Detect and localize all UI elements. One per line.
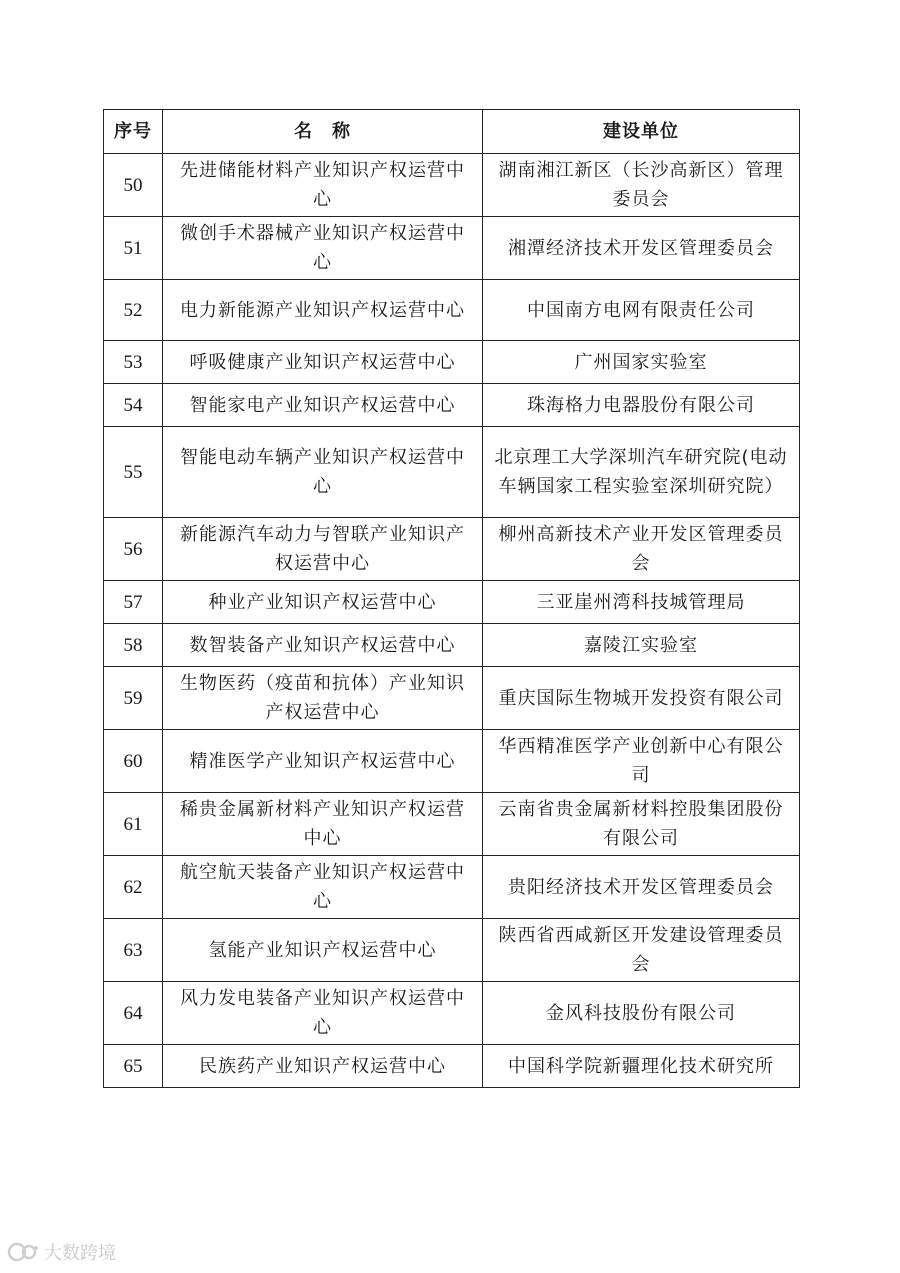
row-unit: 金风科技股份有限公司 (483, 982, 800, 1045)
row-seq: 50 (104, 154, 163, 217)
row-seq: 56 (104, 518, 163, 581)
row-seq: 63 (104, 919, 163, 982)
row-seq: 58 (104, 624, 163, 667)
table-row (104, 384, 800, 427)
table-row (104, 518, 800, 581)
table-row (104, 280, 800, 341)
row-name: 航空航天装备产业知识产权运营中心 (163, 856, 483, 919)
row-name: 电力新能源产业知识产权运营中心 (163, 280, 483, 341)
table-row (104, 341, 800, 384)
table-row (104, 1045, 800, 1088)
header-name: 名 称 (163, 110, 483, 154)
table-row (104, 919, 800, 982)
table-row (104, 793, 800, 856)
table-header-row (104, 110, 800, 154)
header-unit: 建设单位 (483, 110, 800, 154)
table-row (104, 730, 800, 793)
row-unit: 三亚崖州湾科技城管理局 (483, 581, 800, 624)
table-body (104, 154, 800, 1088)
row-seq: 51 (104, 217, 163, 280)
watermark-text: 大数跨境 (44, 1243, 116, 1264)
row-name: 新能源汽车动力与智联产业知识产权运营中心 (163, 518, 483, 581)
row-name: 民族药产业知识产权运营中心 (163, 1045, 483, 1088)
operation-center-table (103, 109, 800, 1088)
table-row (104, 856, 800, 919)
row-name: 稀贵金属新材料产业知识产权运营中心 (163, 793, 483, 856)
row-name: 智能家电产业知识产权运营中心 (163, 384, 483, 427)
row-name: 种业产业知识产权运营中心 (163, 581, 483, 624)
table-row (104, 154, 800, 217)
row-seq: 62 (104, 856, 163, 919)
row-name: 生物医药（疫苗和抗体）产业知识产权运营中心 (163, 667, 483, 730)
row-unit: 湖南湘江新区（长沙高新区）管理委员会 (483, 154, 800, 217)
row-seq: 64 (104, 982, 163, 1045)
row-name: 微创手术器械产业知识产权运营中心 (163, 217, 483, 280)
row-unit: 中国南方电网有限责任公司 (483, 280, 800, 341)
table-row (104, 217, 800, 280)
row-seq: 53 (104, 341, 163, 384)
row-name: 精准医学产业知识产权运营中心 (163, 730, 483, 793)
table-row (104, 667, 800, 730)
table-row (104, 982, 800, 1045)
row-unit: 广州国家实验室 (483, 341, 800, 384)
row-unit: 北京理工大学深圳汽车研究院(电动车辆国家工程实验室深圳研究院） (483, 427, 800, 518)
row-unit: 珠海格力电器股份有限公司 (483, 384, 800, 427)
row-unit: 陕西省西咸新区开发建设管理委员会 (483, 919, 800, 982)
row-name: 先进储能材料产业知识产权运营中心 (163, 154, 483, 217)
row-name: 呼吸健康产业知识产权运营中心 (163, 341, 483, 384)
table-row (104, 427, 800, 518)
header-seq: 序号 (104, 110, 163, 154)
row-name: 氢能产业知识产权运营中心 (163, 919, 483, 982)
row-seq: 59 (104, 667, 163, 730)
table-row (104, 624, 800, 667)
row-unit: 中国科学院新疆理化技术研究所 (483, 1045, 800, 1088)
row-unit: 湘潭经济技术开发区管理委员会 (483, 217, 800, 280)
row-unit: 柳州高新技术产业开发区管理委员会 (483, 518, 800, 581)
row-unit: 重庆国际生物城开发投资有限公司 (483, 667, 800, 730)
row-unit: 云南省贵金属新材料控股集团股份有限公司 (483, 793, 800, 856)
row-unit: 华西精准医学产业创新中心有限公司 (483, 730, 800, 793)
row-name: 智能电动车辆产业知识产权运营中心 (163, 427, 483, 518)
row-seq: 52 (104, 280, 163, 341)
row-unit: 贵阳经济技术开发区管理委员会 (483, 856, 800, 919)
row-unit: 嘉陵江实验室 (483, 624, 800, 667)
watermark (6, 1238, 116, 1266)
row-seq: 60 (104, 730, 163, 793)
row-seq: 55 (104, 427, 163, 518)
row-seq: 54 (104, 384, 163, 427)
row-name: 数智装备产业知识产权运营中心 (163, 624, 483, 667)
row-seq: 57 (104, 581, 163, 624)
table-row (104, 581, 800, 624)
row-seq: 65 (104, 1045, 163, 1088)
brand-logo-icon (6, 1241, 40, 1263)
row-name: 风力发电装备产业知识产权运营中心 (163, 982, 483, 1045)
row-seq: 61 (104, 793, 163, 856)
